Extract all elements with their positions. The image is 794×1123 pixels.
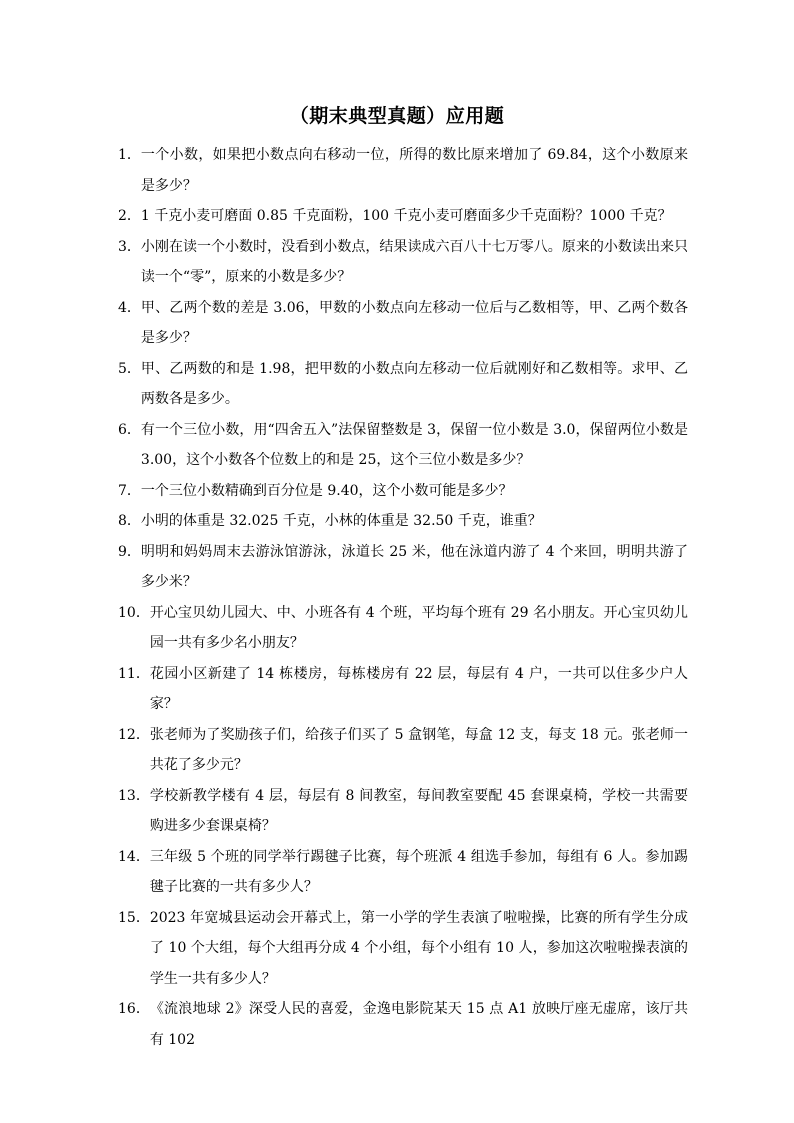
question-item [118,720,688,781]
question-text: 一个小数，如果把小数点向右移动一位，所得的数比原来增加了 69.84，这个小数原来是多少？ [140,147,688,194]
question-number: 1． [118,147,141,163]
question-number: 15． [118,909,150,926]
question-number: 16． [118,1001,150,1017]
question-number: 2． [118,208,141,224]
question-item [118,140,688,201]
question-number: 3． [118,238,141,255]
question-number: 14． [118,848,150,865]
question-text: 2023 年宽城县运动会开幕式上，第一小学的学生表演了啦啦操，比赛的所有学生分成了 10 个大组，每个大组再分成 4 个小组，每个小组有 10 人，参加这次啦啦操表演的学生一共有多少人？ [149,909,688,987]
question-item [118,506,688,537]
question-text: 花园小区新建了 14 栋楼房，每栋楼房有 22 层，每层有 4 户，一共可以住多少户人家？ [149,665,688,712]
question-item [118,476,688,507]
question-item [118,781,688,842]
question-item [118,598,688,659]
page-title: （期末典型真题）应用题 [289,105,505,127]
question-number: 5． [118,360,141,377]
question-text: 小明的体重是 32.025 千克，小林的体重是 32.50 千克，谁重？ [140,513,542,529]
question-item [118,293,688,354]
question-number: 6． [118,421,141,438]
question-text: 张老师为了奖励孩子们，给孩子们买了 5 盒钢笔，每盒 12 支，每支 18 元。张老师一共花了多少元？ [149,726,688,773]
question-text: 《流浪地球 2》深受人民的喜爱，金逸电影院某天 15 点 A1 放映厅座无虚席，该厅共有 102 [149,1001,688,1048]
question-text: 一个三位小数精确到百分位是 9.40，这个小数可能是多少？ [140,482,513,499]
question-number: 11． [118,665,150,682]
question-item [118,232,688,293]
question-item [118,354,688,415]
question-text: 三年级 5 个班的同学举行踢毽子比赛，每个班派 4 组选手参加，每组有 6 人。参加踢毽子比赛的一共有多少人？ [149,848,688,895]
question-list [118,140,688,1055]
question-text: 甲、乙两个数的差是 3.06，甲数的小数点向左移动一位后与乙数相等，甲、乙两个数各是多少？ [140,299,688,346]
question-number: 8． [118,513,141,529]
question-item [118,842,688,903]
question-number: 9． [118,543,141,560]
question-text: 明明和妈妈周末去游泳馆游泳，泳道长 25 米，他在泳道内游了 4 个来回，明明共游了多少米？ [140,543,688,590]
question-text: 有一个三位小数，用“四舍五入”法保留整数是 3，保留一位小数是 3.0，保留两位小数是 3.00，这个小数各个位数上的和是 25，这个三位小数是多少？ [140,421,688,468]
question-text: 甲、乙两数的和是 1.98，把甲数的小数点向左移动一位后就刚好和乙数相等。求甲、乙两数各是多少。 [140,360,688,407]
question-item [118,201,688,232]
question-number: 7． [118,482,141,499]
question-item [118,994,688,1055]
question-text: 小刚在读一个小数时，没看到小数点，结果读成六百八十七万零八。原来的小数读出来只读一个“零”，原来的小数是多少？ [140,238,688,285]
question-item [118,903,688,995]
question-number: 4． [118,299,141,316]
question-number: 12． [118,726,150,743]
question-number: 13． [118,787,150,804]
question-text: 学校新教学楼有 4 层，每层有 8 间教室，每间教室要配 45 套课桌椅，学校一共需要购进多少套课桌椅？ [149,787,688,834]
question-number: 10． [118,604,150,621]
question-text: 1 千克小麦可磨面 0.85 千克面粉，100 千克小麦可磨面多少千克面粉？1000 千克？ [140,208,672,224]
question-item [118,537,688,598]
question-item [118,659,688,720]
question-text: 开心宝贝幼儿园大、中、小班各有 4 个班，平均每个班有 29 名小朋友。开心宝贝幼儿园一共有多少名小朋友？ [149,604,688,651]
question-item [118,415,688,476]
